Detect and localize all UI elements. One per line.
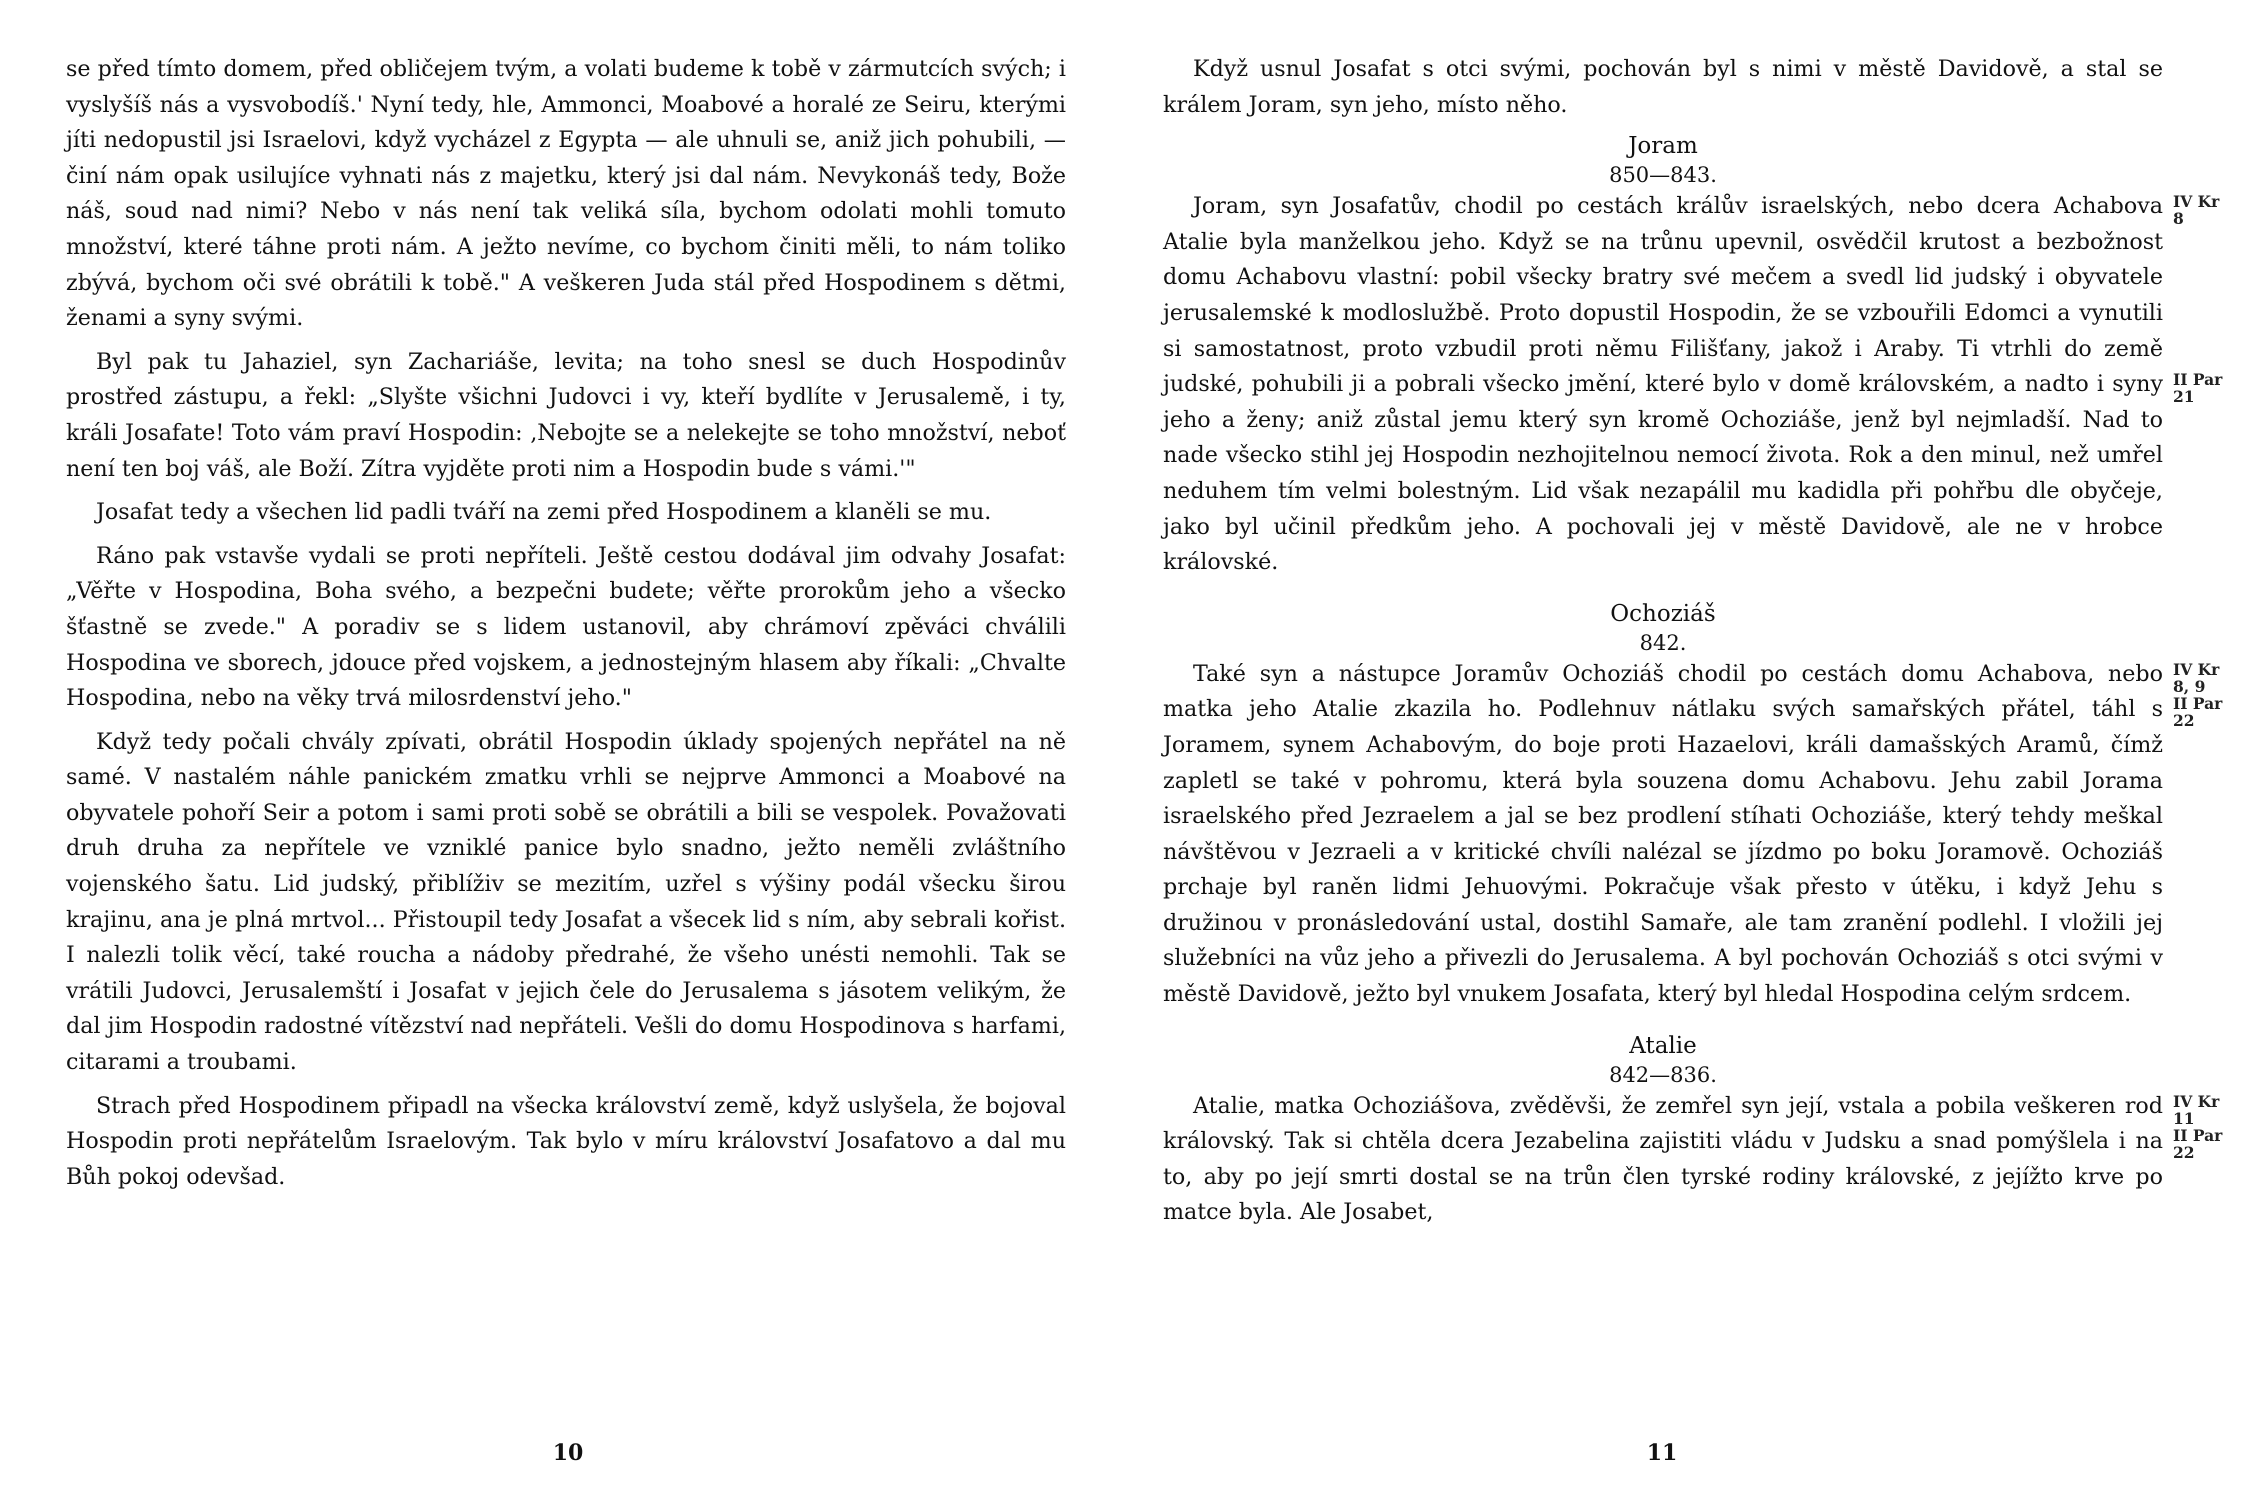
section-heading: Ochoziáš — [1610, 600, 1716, 627]
section-body — [1163, 189, 2223, 581]
margin-reference: IV Kr 11 II Par 22 — [2173, 1091, 2223, 1162]
left-page-number: 10 — [552, 1440, 584, 1466]
section-years: 842—836. — [1609, 1062, 1717, 1087]
left-paragraph-3: Josafat tedy a všechen lid padli tváří na zemi před Hospodinem a klaněli se mu. — [96, 499, 992, 526]
right-page — [1163, 52, 2223, 1239]
left-page — [66, 52, 1066, 1203]
left-paragraph-2: Byl pak tu Jahaziel, syn Zachariáše, levita; na toho snesl se duch Hospodinův prostřed zástupu, a řekl: „Slyšte všichni Judovci i vy, kteří bydlíte v Jerusalemě, i ty, králi Josafate! Toto vám praví Hospodin: ‚Nebojte se a nelekejte se toho množství, neboť není ten boj váš, ale Boží. Zítra vyjděte proti nim a Hospodin bude s vámi.'" — [66, 348, 1066, 482]
margin-reference: IV Kr 8, 9 II Par 22 — [2173, 659, 2223, 730]
section-heading: Joram — [1628, 133, 1698, 160]
section-body — [1163, 657, 2223, 1013]
section-text: Také syn a nástupce Joramův Ochoziáš chodil po cestách domu Achabova, nebo matka jeho Atalie zkazila ho. Podlehnuv nátlaku svých samařských přátel, táhl s Joramem, synem Achabovým, do boje proti Hazaelovi, králi damašských Aramů, čímž zapletl se také v pohromu, která byla souzena domu Achabovu. Jehu zabil Jorama israelského před Jezraelem a jal se bez prodlení stíhati Ochoziáše, který tehdy meškal návštěvou v Jezraeli a v kritické chvíli nalézal se jízdmo po boku Joramově. Ochoziáš prchaje byl raněn lidmi Jehuovými. Pokračuje však přesto v útěku, i když Jehu s družinou v pronásledování ustal, dostihl Samaře, ale tam zranění podlehl. I vložili jej služebníci na vůz jeho a přivezli do Jerusalema. A byl pochován Ochoziáš s otci svými v městě Davidově, ježto byl vnukem Josafata, který byl hledal Hospodina celým srdcem. — [1163, 660, 2163, 1008]
right-intro-paragraph: Když usnul Josafat s otci svými, pochován byl s nimi v městě Davidově, a stal se králem Joram, syn jeho, místo něho. — [1163, 56, 2163, 118]
left-paragraph-5: Když tedy počali chvály zpívati, obrátil Hospodin úklady spojených nepřátel na ně samé. V nastalém náhle panickém zmatku vrhli se nejprve Ammonci a Moabové na obyvatele pohoří Seir a potom i sami proti sobě se obrátili a bili se vespolek. Považovati druh druha za nepřítele ve vzniklé panice bylo snadno, ježto neměli zvláštního vojenského šatu. Lid judský, přiblíživ se mezitím, uzřel s výšiny podál všecku širou krajinu, ana je plná mrtvol... Přistoupil tedy Josafat a všecek lid s ním, aby sebrali kořist. I nalezli tolik věcí, také roucha a nádoby předrahé, že všeho unésti nemohli. Tak se vrátili Judovci, Jerusalemští i Josafat v jejich čele do Jerusalema s jásotem velikým, že dal jim Hospodin radostné vítězství nad nepřáteli. Vešli do domu Hospodinova s harfami, citarami a troubami. — [66, 728, 1066, 1076]
left-paragraph-1: se před tímto domem, před obličejem tvým, a volati budeme k tobě v zármutcích svých; i vyslyšíš nás a vysvobodíš.' Nyní tedy, hle, Ammonci, Moabové a horalé ze Seiru, kterými jíti nedopustil jsi Israelovi, když vycházel z Egypta — ale uhnuli se, aniž jich pohubili, — činí nám opak usilujíce vyhnati nás z majetku, který jsi dal nám. Nevykonáš tedy, Bože náš, soud nad nimi? Nebo v nás není tak veliká síla, bychom odolati mohli tomuto množství, které táhne proti nám. A ježto nevíme, co bychom činiti měli, to nám toliko zbývá, bychom oči své obrátili k tobě." A veškeren Juda stál před Hospodinem s dětmi, ženami a syny svými. — [66, 56, 1066, 332]
section-text: Atalie, matka Ochoziášova, zvěděvši, že zemřel syn její, vstala a pobila veškeren rod královský. Tak si chtěla dcera Jezabelina zajistiti vládu v Judsku a snad pomýšlela i na to, aby po její smrti dostal se na trůn člen tyrské rodiny královské, z jejížto krve po matce byla. Ale Josabet, — [1163, 1092, 2163, 1226]
margin-reference: II Par 21 — [2173, 370, 2223, 407]
section-years: 850—843. — [1609, 163, 1717, 188]
left-paragraph-6: Strach před Hospodinem připadl na všecka království země, když uslyšela, že bojoval Hospodin proti nepřátelům Israelovým. Tak bylo v míru království Josafatovo a dal mu Bůh pokoj odevšad. — [66, 1092, 1066, 1190]
section-body — [1163, 1089, 2223, 1231]
right-page-number: 11 — [1646, 1440, 1678, 1466]
section-years: 842. — [1639, 630, 1687, 655]
section-heading: Atalie — [1629, 1032, 1697, 1059]
section-text: Joram, syn Josafatův, chodil po cestách králův israelských, nebo dcera Achabova Atalie byla manželkou jeho. Když se na trůnu upevnil, osvědčil krutost a bezbožnost domu Achabovu vlastní: pobil všecky bratry své mečem a svedl lid judský i obyvatele jerusalemské k modloslužbě. Proto dopustil Hospodin, že se vzbouřili Edomci a vynutili si samostatnost, proto vzbudil proti němu Filišťany, jakož i Araby. Ti vtrhli do země judské, pohubili ji a pobrali všecko jmění, které bylo v domě královském, a nadto i syny jeho a ženy; aniž zůstal jemu který syn kromě Ochoziáše, jenž byl nejmladší. Nad to nade všecko stihl jej Hospodin nezhojitelnou nemocí života. Rok a den minul, než umřel neduhem tím velmi bolestným. Lid však nezapálil mu kadidla při pohřbu dle obyčeje, jako byl učinil předkům jeho. A pochovali jej v městě Davidově, ale ne v hrobce královské. — [1163, 193, 2163, 576]
section-atalie — [1163, 1031, 2223, 1231]
section-joram — [1163, 131, 2223, 581]
margin-reference: IV Kr 8 — [2173, 192, 2220, 229]
section-ochoziáš — [1163, 599, 2223, 1013]
left-paragraph-4: Ráno pak vstavše vydali se proti nepříteli. Ještě cestou dodával jim odvahy Josafat: „Věřte v Hospodina, Boha svého, a bezpečni budete; věřte prorokům jeho a všecko šťastně se zvede." A poradiv se s lidem ustanovil, aby chrámoví zpěváci chválili Hospodina ve sborech, jdouce před vojskem, a jednostejným hlasem aby říkali: „Chvalte Hospodina, nebo na věky trvá milosrdenství jeho." — [66, 542, 1066, 712]
